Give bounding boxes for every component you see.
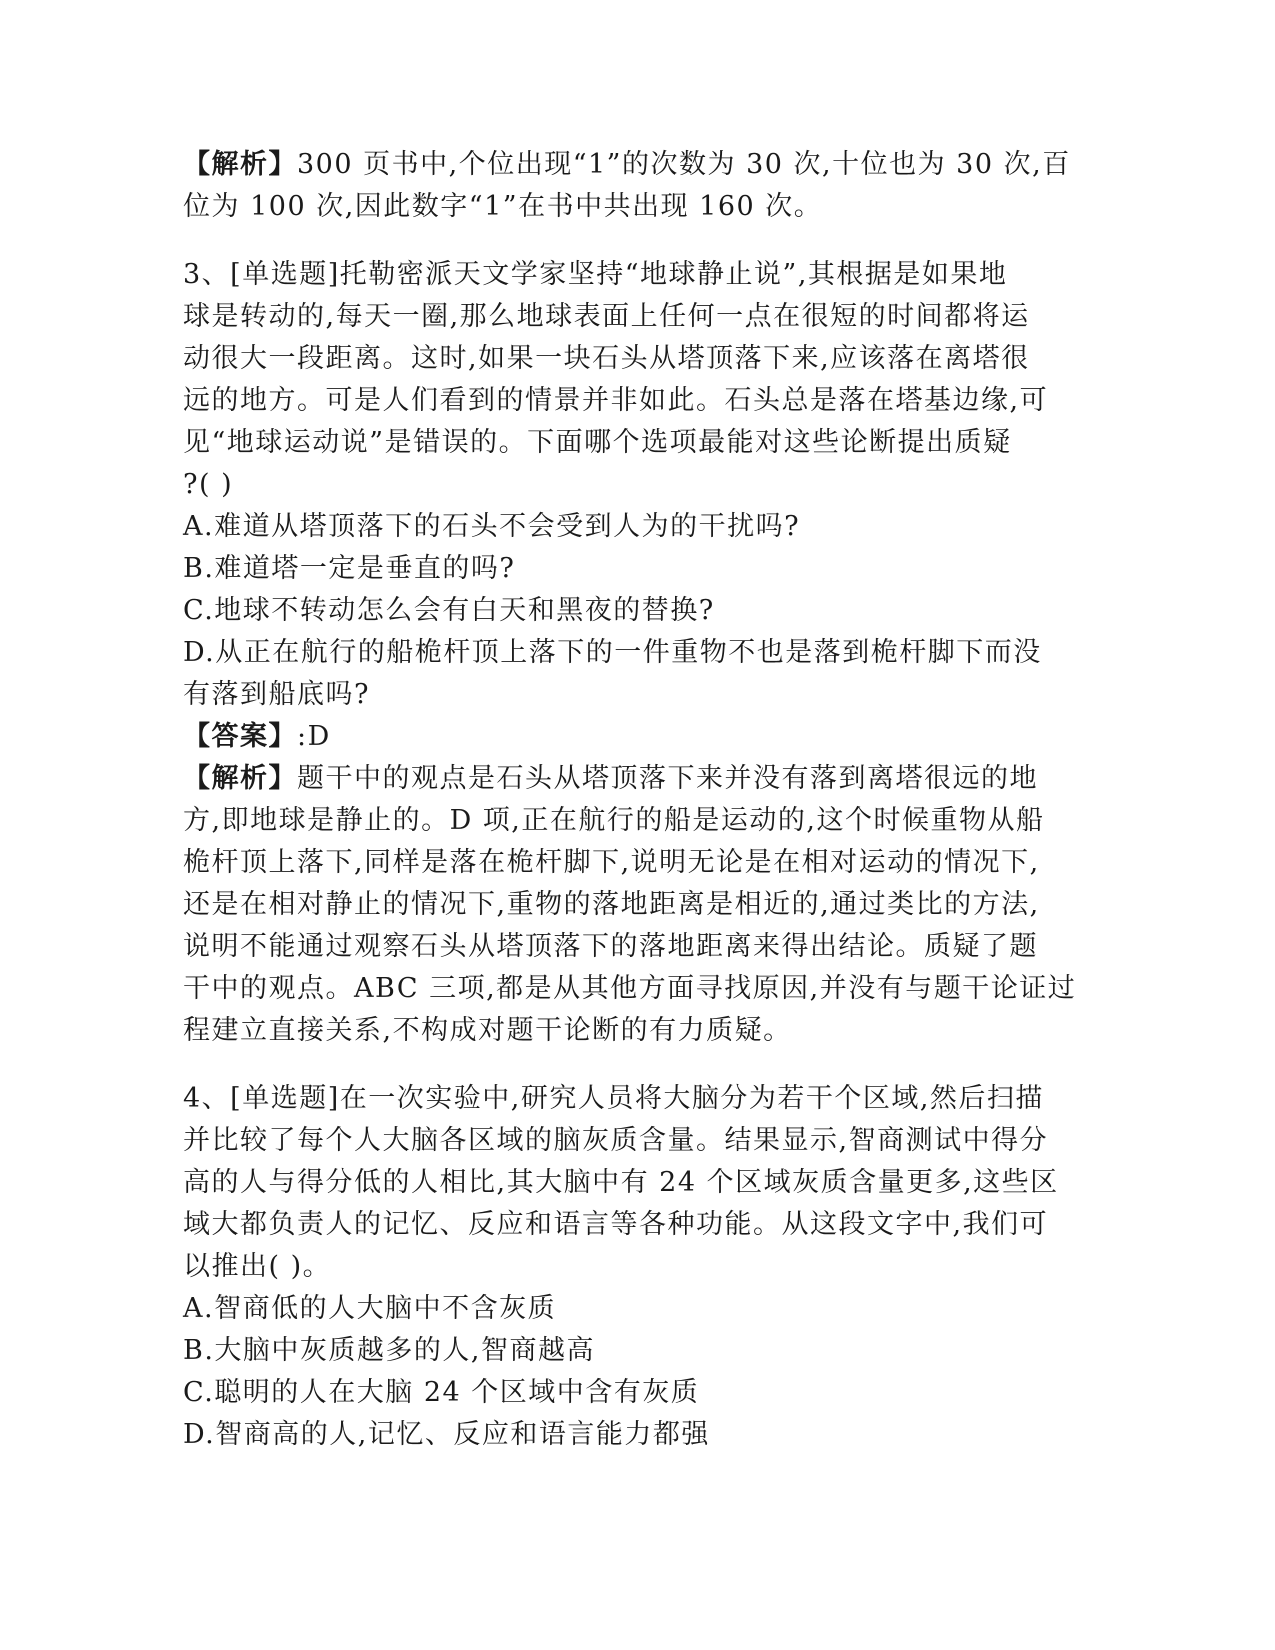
q3-analysis-label: 【解析】 [183, 763, 297, 794]
q3-stem-line: 见“地球运动说”是错误的。下面哪个选项最能对这些论断提出质疑 [183, 427, 1012, 458]
q4-block [183, 1078, 1083, 1456]
q3-analysis-line: 说明不能通过观察石头从塔顶落下的落地距离来得出结论。质疑了题 [183, 931, 1038, 962]
q3-stem-line: 远的地方。可是人们看到的情景并非如此。石头总是落在塔基边缘,可 [183, 385, 1049, 416]
q2-analysis-label: 【解析】 [183, 149, 297, 180]
q3-stem-line: ?( ) [183, 469, 234, 500]
q3-stem-line: 动很大一段距离。这时,如果一块石头从塔顶落下来,应该落在离塔很 [183, 343, 1030, 374]
q3-analysis [183, 758, 1083, 1052]
q3-options [183, 506, 1083, 716]
q2-analysis-line-2: 位为 100 次,因此数字“1”在书中共出现 160 次。 [183, 191, 823, 222]
q3-answer [183, 716, 1083, 758]
q3-block [183, 254, 1083, 1052]
q3-answer-value: :D [297, 721, 331, 752]
q3-stem-line: 3、[单选题]托勒密派天文学家坚持“地球静止说”,其根据是如果地 [183, 259, 1008, 290]
q3-analysis-line: 桅杆顶上落下,同样是落在桅杆脚下,说明无论是在相对运动的情况下, [183, 847, 1040, 878]
q3-analysis-line: 【解析】题干中的观点是石头从塔顶落下来并没有落到离塔很远的地 [183, 763, 1038, 794]
document-page [183, 144, 1083, 1456]
q4-stem [183, 1078, 1083, 1288]
q4-options [183, 1288, 1083, 1456]
q4-stem-line: 并比较了每个人大脑各区域的脑灰质含量。结果显示,智商测试中得分 [183, 1125, 1049, 1156]
q4-stem-line: 域大都负责人的记忆、反应和语言等各种功能。从这段文字中,我们可 [183, 1209, 1049, 1240]
q4-option-d: D.智商高的人,记忆、反应和语言能力都强 [183, 1419, 710, 1450]
q2-analysis [183, 144, 1083, 228]
q4-stem-line: 以推出( )。 [183, 1251, 332, 1282]
q3-analysis-line: 方,即地球是静止的。D 项,正在航行的船是运动的,这个时候重物从船 [183, 805, 1045, 836]
q3-option-b: B.难道塔一定是垂直的吗? [183, 553, 516, 584]
q4-stem-line: 4、[单选题]在一次实验中,研究人员将大脑分为若干个区域,然后扫描 [183, 1083, 1044, 1114]
q3-analysis-line: 干中的观点。ABC 三项,都是从其他方面寻找原因,并没有与题干论证过 [183, 973, 1077, 1004]
q3-option-c: C.地球不转动怎么会有白天和黑夜的替换? [183, 595, 715, 626]
q2-analysis-line-1: 【解析】300 页书中,个位出现“1”的次数为 30 次,十位也为 30 次,百 [183, 149, 1071, 180]
q3-analysis-line: 程建立直接关系,不构成对题干论断的有力质疑。 [183, 1015, 792, 1046]
q4-stem-line: 高的人与得分低的人相比,其大脑中有 24 个区域灰质含量更多,这些区 [183, 1167, 1059, 1198]
q3-answer-label: 【答案】 [183, 721, 297, 752]
q4-option-a: A.智商低的人大脑中不含灰质 [183, 1293, 557, 1324]
q3-analysis-line: 还是在相对静止的情况下,重物的落地距离是相近的,通过类比的方法, [183, 889, 1040, 920]
q3-stem [183, 254, 1083, 506]
q3-option-a: A.难道从塔顶落下的石头不会受到人为的干扰吗? [183, 511, 801, 542]
q4-option-c: C.聪明的人在大脑 24 个区域中含有灰质 [183, 1377, 700, 1408]
q4-option-b: B.大脑中灰质越多的人,智商越高 [183, 1335, 596, 1366]
q3-option-d-cont: 有落到船底吗? [183, 679, 370, 710]
q3-stem-line: 球是转动的,每天一圈,那么地球表面上任何一点在很短的时间都将运 [183, 301, 1030, 332]
q3-option-d: D.从正在航行的船桅杆顶上落下的一件重物不也是落到桅杆脚下而没 [183, 637, 1042, 668]
